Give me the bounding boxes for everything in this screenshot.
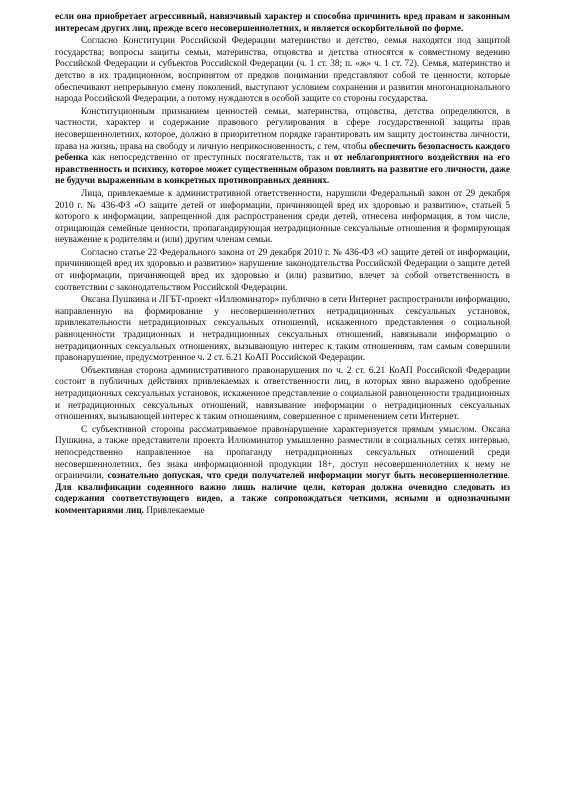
- bold-text-run: если она приобретает агрессивный, навязчивый характер и способна причинить вред правам и законным интересам других лиц, прежде всего несовершеннолетних, и является оскорбительной по форме.: [55, 12, 510, 34]
- document-paragraph: [55, 12, 510, 35]
- bold-text-run: сознательно допуская, что среди получателей информации могут быть несовершеннолетние: [107, 471, 508, 482]
- text-run: Согласно Конституции Российской Федерации материнство и детство, семья находятся под защитой государства; вопросы защиты семьи, материнства, отцовства и детства относятся к совместному ведению Российской Федерации и субъектов Российской Федерации (ч. 1 ст. 38; п. «ж» ч. 1 ст. 72). Семья, материнство и детство в их традиционном, воспринятом от предков понимании представляют собой те ценности, которые обеспечивают непрерывную смену поколений, выступают условием сохранения и развития многонационального народа Российской Федерации, а потому нуждаются в особой защите со стороны государства.: [55, 36, 510, 105]
- document-paragraph: [55, 425, 510, 518]
- text-run: Лица, привлекаемые к административной ответственности, нарушили Федеральный закон от 29 декабря 2010 г. № 436-ФЗ «О защите детей от информации, причиняющей вред их здоровью и развитию», статьей 5 которого к информации, запрещенной для распространения среди детей, отнесена информация, в том числе, отрицающая семейные ценности, пропагандирующая нетрадиционные сексуальные отношения и формирующая неуважение к родителям и (или) другим членам семьи.: [55, 188, 510, 246]
- document-paragraph: [55, 189, 510, 247]
- document-paragraph: [55, 295, 510, 365]
- document-paragraph: [55, 366, 510, 424]
- document-paragraph: [55, 107, 510, 188]
- text-run: Конституционным признанием ценностей семьи, материнства, отцовства, детства определяются, в частности, характер и содержание правового регулирования в сфере государственной защиты прав несовершеннолетних, которое, должно в приоритетном порядке гарантировать им защиту достоинства личности, права на жизнь, права на свободу и личную неприкосновенность, с тем, чтобы: [55, 106, 510, 152]
- text-run: Согласно статье 22 Федерального закона от 29 декабря 2010 г. № 436-ФЗ «О защите детей от информации, причиняющей вред их здоровью и развитию» нарушение законодательства Российской Федерации о защите детей от информации, причиняющей вред их здоровью и (или) развитию, влечет за собой ответственность в соответствии с законодательством Российской Федерации.: [55, 247, 510, 293]
- bold-text-run: обеспечить безопасность каждого ребенка: [55, 141, 510, 164]
- bold-text-run: от неблагоприятного воздействия на его нравственность и психику, которое может существенным образом повлиять на развитие его личности, даже не будучи выраженным в конкретных противоправных деяниях.: [55, 153, 510, 187]
- text-run: С субъективной стороны рассматриваемое правонарушение характеризуется прямым умыслом. Оксана Пушкина, а также представители проекта Иллюминатор умышленно разместили в социальных сетях интервью, непосредственно направленное на пропаганду нетрадиционных сексуальных отношений среди несовершеннолетних, без знака информационной продукции 18+, доступ несовершеннолетних к нему не ограничили,: [55, 424, 510, 482]
- text-run: Привлекаемые: [144, 505, 205, 516]
- text-run: .: [507, 471, 510, 482]
- document-paragraph: [55, 36, 510, 106]
- text-run: Оксана Пушкина и ЛГБТ-проект «Иллюминатор» публично в сети Интернет распространили информацию, направленную на формирование у несовершеннолетних нетрадиционных сексуальных установок, привлекательности нетрадиционных сексуальных отношений, искаженного представления о социальной равноценности традиционных и нетрадиционных сексуальных отношений, навязывали информацию о нетрадиционных сексуальных отношениях, вызывающую интерес к таким отношениям, там самым совершили правонарушение, предусмотренное ч. 2 ст. 6.21 КоАП Российской Федерации.: [55, 295, 510, 364]
- text-run: Объективная сторона административного правонарушения по ч. 2 ст. 6.21 КоАП Российской Федерации состоит в публичных действиях привлекаемых к ответственности лиц, в которых явно выражено одобрение нетрадиционных сексуальных установок, искаженное представление о социальной равноценности традиционных и нетрадиционных сексуальных отношений, навязывание информации о нетрадиционных сексуальных отношениях, вызывающей интерес к таким отношениям, совершенное с применением сети Интернет.: [55, 365, 510, 423]
- document-paragraph: [55, 248, 510, 294]
- text-run: как непосредственно от преступных посягательств, так и: [88, 153, 334, 164]
- bold-text-run: Для квалификации содеянного важно лишь наличие цели, которая должна очевидно следовать из содержания соответствующего видео, а также сопровождаться четкими, ясными и однозначными комментариями лиц.: [55, 482, 510, 516]
- document-body: [55, 12, 510, 518]
